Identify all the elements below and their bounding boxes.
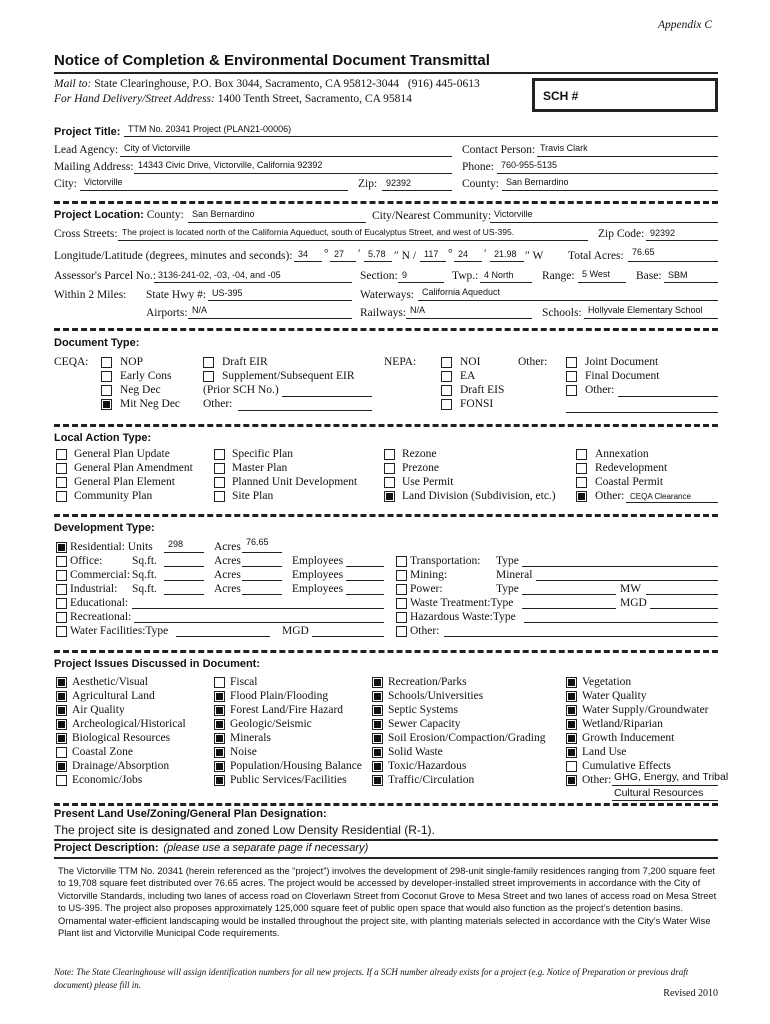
- section-divider: [54, 328, 718, 331]
- issue-archeological-label: Archeological/Historical: [72, 718, 186, 730]
- prezone-label: Prezone: [402, 462, 440, 474]
- redevelopment-label: Redevelopment: [595, 462, 668, 474]
- annexation-label: Annexation: [595, 448, 649, 460]
- ceqa-label: CEQA:: [54, 356, 89, 368]
- ceqa-early-cons-label: Early Cons: [120, 370, 172, 382]
- description-rule: [54, 857, 718, 859]
- project-description-heading-line: Project Description: (please use a separate page if necessary): [54, 842, 369, 854]
- office-checkbox[interactable]: [56, 556, 67, 567]
- apn-value[interactable]: 3136-241-02, -03, -04, and -05: [158, 270, 281, 280]
- issue-recreation-checkbox[interactable]: [372, 677, 383, 688]
- commercial-acres-label: Acres: [214, 569, 241, 581]
- zip-code-label: Zip Code:: [598, 228, 645, 240]
- zip-value[interactable]: 92392: [386, 178, 412, 188]
- issue-toxic-checkbox[interactable]: [372, 761, 383, 772]
- issue-drainage-label: Drainage/Absorption: [72, 760, 170, 772]
- doc-other-option-label: Other:: [585, 384, 615, 396]
- issue-public-services-checkbox[interactable]: [214, 775, 225, 786]
- general-plan-amendment-checkbox[interactable]: [56, 463, 67, 474]
- industrial-sqft-label: Sq.ft.: [132, 583, 157, 595]
- degree-symbol: °: [324, 248, 329, 260]
- pud-label: Planned Unit Development: [232, 476, 358, 488]
- issue-wetland-label: Wetland/Riparian: [582, 718, 663, 730]
- coastal-permit-checkbox[interactable]: [576, 477, 587, 488]
- state-hwy-label: State Hwy #:: [146, 289, 207, 301]
- schools-label: Schools:: [542, 307, 582, 319]
- issue-aesthetic-checkbox[interactable]: [56, 677, 67, 688]
- residential-checkbox[interactable]: [56, 542, 67, 553]
- general-plan-update-checkbox[interactable]: [56, 449, 67, 460]
- airports-value[interactable]: N/A: [192, 305, 208, 315]
- power-type-label: Type: [496, 583, 519, 595]
- community-plan-label: Community Plan: [74, 490, 153, 502]
- cross-streets-label: Cross Streets:: [54, 228, 118, 240]
- project-title-label: Project Title:: [54, 126, 121, 138]
- issue-solid-waste-label: Solid Waste: [388, 746, 443, 758]
- issue-sewer-checkbox[interactable]: [372, 719, 383, 730]
- nepa-label: NEPA:: [384, 356, 417, 368]
- issue-other-value-1[interactable]: GHG, Energy, and Tribal: [614, 771, 729, 783]
- issue-land-use-checkbox[interactable]: [566, 747, 577, 758]
- dev-other-checkbox[interactable]: [396, 626, 407, 637]
- issue-water-quality-label: Water Quality: [582, 690, 647, 702]
- issue-growth-label: Growth Inducement: [582, 732, 675, 744]
- waste-treatment-checkbox[interactable]: [396, 598, 407, 609]
- ceqa-early-cons-checkbox[interactable]: [101, 371, 112, 382]
- issue-vegetation-label: Vegetation: [582, 676, 632, 688]
- within-2-miles-label: Within 2 Miles:: [54, 289, 127, 301]
- power-label: Power:: [410, 583, 443, 595]
- waterways-value[interactable]: California Aqueduct: [422, 287, 501, 297]
- issue-cumulative-checkbox[interactable]: [566, 761, 577, 772]
- railways-label: Railways:: [360, 307, 406, 319]
- local-other-label: Other:: [595, 490, 625, 502]
- local-other-checkbox[interactable]: [576, 491, 587, 502]
- project-description-text[interactable]: The Victorville TTM No. 20341 (herein referenced as the “project”) involves the development of 298-unit single-family residences ranging from 7,200 square feet to 19,708 square feet distributed over 76.65 acres. The project would be accessed by developer-installed street improvements in accordance with the City of Victorville Standards, including two lanes of access road on Cloverlawn Street from Coconut Grove to Mesa Street and two lanes of access road on Mesa Street to US-395. The project also proposes approximately 125,000 square feet of public open space that would also function as the project’s detention basins. Ornamental water-efficient landscaping would be installed throughout the project site, with planting materials selected in accordance with the City’s Water Wise Plant list and Victorville Municipal Code requirements.: [58, 866, 717, 939]
- long-sec[interactable]: 21.98: [494, 249, 517, 259]
- range-label: Range:: [542, 270, 575, 282]
- rezone-label: Rezone: [402, 448, 437, 460]
- prezone-checkbox[interactable]: [384, 463, 395, 474]
- issue-geologic-label: Geologic/Seismic: [230, 718, 312, 730]
- issue-recreation-label: Recreation/Parks: [388, 676, 467, 688]
- general-plan-element-checkbox[interactable]: [56, 477, 67, 488]
- nepa-draft-eis-label: Draft EIS: [460, 384, 505, 396]
- section-label: Section:: [360, 270, 398, 282]
- residential-units-value[interactable]: 298: [168, 539, 184, 549]
- ceqa-nop-checkbox[interactable]: [101, 357, 112, 368]
- mining-label: Mining:: [410, 569, 448, 581]
- dev-other-label: Other:: [410, 625, 440, 637]
- land-use-value[interactable]: The project site is designated and zoned Low Density Residential (R-1).: [54, 823, 435, 837]
- lat-deg[interactable]: 34: [298, 249, 309, 259]
- project-issues-heading: Project Issues Discussed in Document:: [54, 658, 261, 670]
- water-facilities-checkbox[interactable]: [56, 626, 67, 637]
- degree-symbol: °: [448, 248, 453, 260]
- ceqa-mit-neg-dec-checkbox[interactable]: [101, 399, 112, 410]
- nepa-noi-checkbox[interactable]: [441, 357, 452, 368]
- transportation-label: Transportation:: [410, 555, 481, 567]
- issue-flood-checkbox[interactable]: [214, 691, 225, 702]
- nepa-ea-label: EA: [460, 370, 476, 382]
- long-deg[interactable]: 117: [424, 249, 439, 259]
- issue-other-label: Other:: [582, 774, 612, 786]
- issue-traffic-checkbox[interactable]: [372, 775, 383, 786]
- issue-population-checkbox[interactable]: [214, 761, 225, 772]
- joint-document-label: Joint Document: [585, 356, 659, 368]
- footer-note: Note: The State Clearinghouse will assign identification numbers for all new projects. If a SCH number already exists for a project (e.g. Notice of Preparation or previous draft document) please fill in.: [54, 967, 689, 990]
- section-divider: [54, 650, 718, 653]
- issue-minerals-label: Minerals: [230, 732, 271, 744]
- recreational-label: Recreational:: [70, 611, 132, 623]
- draft-eir-checkbox[interactable]: [203, 357, 214, 368]
- waste-treatment-label: Waste Treatment:Type: [410, 597, 514, 609]
- zip-code-value[interactable]: 92392: [650, 228, 676, 238]
- power-checkbox[interactable]: [396, 584, 407, 595]
- commercial-employees-label: Employees: [292, 569, 344, 581]
- mineral-label: Mineral: [496, 569, 533, 581]
- nepa-fonsi-label: FONSI: [460, 398, 494, 410]
- lead-agency-label: Lead Agency:: [54, 144, 119, 156]
- issue-toxic-label: Toxic/Hazardous: [388, 760, 467, 772]
- section-divider: [54, 201, 718, 204]
- location-county-value[interactable]: San Bernardino: [192, 209, 255, 219]
- issue-schools-checkbox[interactable]: [372, 691, 383, 702]
- form-title: Notice of Completion & Environmental Document Transmittal: [54, 52, 490, 69]
- railways-value[interactable]: N/A: [410, 305, 426, 315]
- section-divider: [54, 514, 718, 517]
- airports-label: Airports:: [146, 307, 188, 319]
- cross-streets-value[interactable]: The project is located north of the California Aqueduct, south of Eucalyptus Street, and west of US-395.: [122, 227, 515, 237]
- issue-water-supply-label: Water Supply/Groundwater: [582, 704, 709, 716]
- sch-number-box[interactable]: [532, 78, 718, 112]
- total-acres-label: Total Acres:: [568, 250, 624, 262]
- issue-soil-label: Soil Erosion/Compaction/Grading: [388, 732, 546, 744]
- issue-schools-label: Schools/Universities: [388, 690, 484, 702]
- long-min[interactable]: 24: [458, 249, 469, 259]
- issue-septic-checkbox[interactable]: [372, 705, 383, 716]
- recreational-checkbox[interactable]: [56, 612, 67, 623]
- range-value[interactable]: 5 West: [582, 269, 610, 279]
- use-permit-checkbox[interactable]: [384, 477, 395, 488]
- minute-symbol: ′: [484, 248, 487, 260]
- community-plan-checkbox[interactable]: [56, 491, 67, 502]
- community-label: City/Nearest Community:: [372, 210, 492, 222]
- site-plan-checkbox[interactable]: [214, 491, 225, 502]
- north-label: ″ N /: [394, 250, 417, 262]
- local-action-heading: Local Action Type:: [54, 432, 152, 444]
- draft-eir-label: Draft EIR: [222, 356, 268, 368]
- sch-label: SCH #: [543, 89, 579, 103]
- general-plan-amendment-label: General Plan Amendment: [74, 462, 193, 474]
- revised-label: Revised 2010: [663, 988, 718, 999]
- base-value[interactable]: SBM: [668, 270, 688, 280]
- project-title-value[interactable]: TTM No. 20341 Project (PLAN21-00006): [128, 124, 292, 134]
- industrial-label: Industrial:: [70, 583, 118, 595]
- issue-wetland-checkbox[interactable]: [566, 719, 577, 730]
- issue-air-quality-label: Air Quality: [72, 704, 125, 716]
- hand-delivery-line: For Hand Delivery/Street Address: 1400 Tenth Street, Sacramento, CA 95814: [54, 93, 412, 105]
- supplement-eir-checkbox[interactable]: [203, 371, 214, 382]
- schools-value[interactable]: Hollyvale Elementary School: [588, 305, 703, 315]
- pud-checkbox[interactable]: [214, 477, 225, 488]
- final-document-label: Final Document: [585, 370, 660, 382]
- issue-septic-label: Septic Systems: [388, 704, 458, 716]
- commercial-label: Commercial:: [70, 569, 131, 581]
- waterways-label: Waterways:: [360, 289, 414, 301]
- issue-flood-label: Flood Plain/Flooding: [230, 690, 329, 702]
- mailing-label: Mailing Address:: [54, 161, 134, 173]
- state-hwy-value[interactable]: US-395: [212, 288, 243, 298]
- issue-noise-checkbox[interactable]: [214, 747, 225, 758]
- office-sqft-label: Sq.ft.: [132, 555, 157, 567]
- issue-economic-label: Economic/Jobs: [72, 774, 143, 786]
- issue-forest-checkbox[interactable]: [214, 705, 225, 716]
- issue-agricultural-checkbox[interactable]: [56, 691, 67, 702]
- issue-noise-label: Noise: [230, 746, 257, 758]
- issue-population-label: Population/Housing Balance: [230, 760, 362, 772]
- power-mw-label: MW: [620, 583, 642, 595]
- industrial-checkbox[interactable]: [56, 584, 67, 595]
- issue-geologic-checkbox[interactable]: [214, 719, 225, 730]
- land-use-heading: Present Land Use/Zoning/General Plan Designation:: [54, 808, 327, 820]
- doc-other-label: Other:: [518, 356, 548, 368]
- office-employees-label: Employees: [292, 555, 344, 567]
- city-value[interactable]: Victorville: [84, 177, 123, 187]
- issue-agricultural-label: Agricultural Land: [72, 690, 155, 702]
- issue-land-use-label: Land Use: [582, 746, 627, 758]
- project-location-line: Project Location: County:: [54, 209, 184, 221]
- issue-traffic-label: Traffic/Circulation: [388, 774, 475, 786]
- section-divider: [54, 424, 718, 427]
- general-plan-element-label: General Plan Element: [74, 476, 175, 488]
- mail-to-line: Mail to: State Clearinghouse, P.O. Box 3044, Sacramento, CA 95812-3044 (916) 445-0613: [54, 78, 480, 90]
- nepa-draft-eis-checkbox[interactable]: [441, 385, 452, 396]
- nepa-fonsi-checkbox[interactable]: [441, 399, 452, 410]
- ceqa-other-label: Other:: [203, 398, 233, 410]
- residential-label: Residential: Units: [70, 541, 153, 553]
- waste-mgd-label: MGD: [620, 597, 647, 609]
- issue-minerals-checkbox[interactable]: [214, 733, 225, 744]
- industrial-employees-label: Employees: [292, 583, 344, 595]
- issue-biological-label: Biological Resources: [72, 732, 171, 744]
- office-label: Office:: [70, 555, 103, 567]
- twp-value[interactable]: 4 North: [484, 270, 514, 280]
- issue-growth-checkbox[interactable]: [566, 733, 577, 744]
- development-type-heading: Development Type:: [54, 522, 155, 534]
- issue-economic-checkbox[interactable]: [56, 775, 67, 786]
- ceqa-nop-label: NOP: [120, 356, 144, 368]
- ceqa-neg-dec-label: Neg Dec: [120, 384, 161, 396]
- commercial-sqft-label: Sq.ft.: [132, 569, 157, 581]
- issue-fiscal-label: Fiscal: [230, 676, 258, 688]
- issue-other-value-2[interactable]: Cultural Resources: [614, 787, 704, 799]
- issue-water-quality-checkbox[interactable]: [566, 691, 577, 702]
- hazardous-waste-label: Hazardous Waste:Type: [410, 611, 516, 623]
- ceqa-neg-dec-checkbox[interactable]: [101, 385, 112, 396]
- section-divider: [54, 803, 718, 806]
- apn-label: Assessor's Parcel No.:: [54, 270, 157, 282]
- issue-coastal-checkbox[interactable]: [56, 747, 67, 758]
- county-value[interactable]: San Bernardino: [506, 177, 569, 187]
- issue-other-checkbox[interactable]: [566, 775, 577, 786]
- prior-sch-label: (Prior SCH No.): [203, 384, 279, 396]
- issue-cumulative-label: Cumulative Effects: [582, 760, 671, 772]
- specific-plan-label: Specific Plan: [232, 448, 293, 460]
- issue-solid-waste-checkbox[interactable]: [372, 747, 383, 758]
- west-label: ″ W: [525, 250, 544, 262]
- phone-value[interactable]: 760-955-5135: [501, 160, 558, 170]
- land-use-rule: [54, 839, 718, 841]
- issue-drainage-checkbox[interactable]: [56, 761, 67, 772]
- twp-label: Twp.:: [452, 270, 479, 282]
- issue-fiscal-checkbox[interactable]: [214, 677, 225, 688]
- joint-document-checkbox[interactable]: [566, 357, 577, 368]
- section-value[interactable]: 9: [402, 270, 408, 280]
- issue-air-quality-checkbox[interactable]: [56, 705, 67, 716]
- issue-forest-label: Forest Land/Fire Hazard: [230, 704, 344, 716]
- lat-sec[interactable]: 5.78: [368, 249, 386, 259]
- nepa-ea-checkbox[interactable]: [441, 371, 452, 382]
- nepa-noi-label: NOI: [460, 356, 481, 368]
- transportation-type-label: Type: [496, 555, 519, 567]
- residential-acres-value[interactable]: 76.65: [246, 537, 269, 547]
- phone-label: Phone:: [462, 161, 494, 173]
- site-plan-label: Site Plan: [232, 490, 274, 502]
- issue-sewer-label: Sewer Capacity: [388, 718, 461, 730]
- appendix-label: Appendix C: [658, 19, 712, 31]
- general-plan-update-label: General Plan Update: [74, 448, 170, 460]
- city-label: City:: [54, 178, 78, 190]
- issue-soil-checkbox[interactable]: [372, 733, 383, 744]
- title-rule: [54, 72, 718, 74]
- document-type-heading: Document Type:: [54, 337, 140, 349]
- master-plan-label: Master Plan: [232, 462, 288, 474]
- issue-public-services-label: Public Services/Facilities: [230, 774, 347, 786]
- residential-acres-label: Acres: [214, 541, 241, 553]
- total-acres-value[interactable]: 76.65: [632, 247, 655, 257]
- transportation-checkbox[interactable]: [396, 556, 407, 567]
- latlong-label: Longitude/Latitude (degrees, minutes and seconds):: [54, 250, 293, 262]
- local-other-value[interactable]: CEQA Clearance: [630, 492, 691, 501]
- mailing-value[interactable]: 14343 Civic Drive, Victorville, California 92392: [138, 160, 323, 170]
- office-acres-label: Acres: [214, 555, 241, 567]
- final-document-checkbox[interactable]: [566, 371, 577, 382]
- educational-checkbox[interactable]: [56, 598, 67, 609]
- ceqa-mit-neg-dec-label: Mit Neg Dec: [120, 398, 181, 410]
- master-plan-checkbox[interactable]: [214, 463, 225, 474]
- hazardous-waste-checkbox[interactable]: [396, 612, 407, 623]
- issue-aesthetic-label: Aesthetic/Visual: [72, 676, 148, 688]
- redevelopment-checkbox[interactable]: [576, 463, 587, 474]
- community-value[interactable]: Victorville: [494, 209, 533, 219]
- issue-biological-checkbox[interactable]: [56, 733, 67, 744]
- county-label: County:: [462, 178, 500, 190]
- contact-value[interactable]: Travis Clark: [540, 143, 588, 153]
- water-mgd-label: MGD: [282, 625, 309, 637]
- base-label: Base:: [636, 270, 662, 282]
- supplement-eir-label: Supplement/Subsequent EIR: [222, 370, 355, 382]
- annexation-checkbox[interactable]: [576, 449, 587, 460]
- issue-archeological-checkbox[interactable]: [56, 719, 67, 730]
- lat-min[interactable]: 27: [334, 249, 345, 259]
- land-division-checkbox[interactable]: [384, 491, 395, 502]
- issue-coastal-label: Coastal Zone: [72, 746, 133, 758]
- issue-vegetation-checkbox[interactable]: [566, 677, 577, 688]
- water-facilities-label: Water Facilities:Type: [70, 625, 169, 637]
- use-permit-label: Use Permit: [402, 476, 454, 488]
- industrial-acres-label: Acres: [214, 583, 241, 595]
- rezone-checkbox[interactable]: [384, 449, 395, 460]
- issue-water-supply-checkbox[interactable]: [566, 705, 577, 716]
- doc-other-checkbox[interactable]: [566, 385, 577, 396]
- contact-label: Contact Person:: [462, 144, 536, 156]
- coastal-permit-label: Coastal Permit: [595, 476, 664, 488]
- specific-plan-checkbox[interactable]: [214, 449, 225, 460]
- minute-symbol: ′: [358, 248, 361, 260]
- commercial-checkbox[interactable]: [56, 570, 67, 581]
- educational-label: Educational:: [70, 597, 129, 609]
- lead-agency-value[interactable]: City of Victorville: [124, 143, 191, 153]
- zip-label: Zip:: [358, 178, 378, 190]
- mining-checkbox[interactable]: [396, 570, 407, 581]
- land-division-label: Land Division (Subdivision, etc.): [402, 490, 556, 502]
